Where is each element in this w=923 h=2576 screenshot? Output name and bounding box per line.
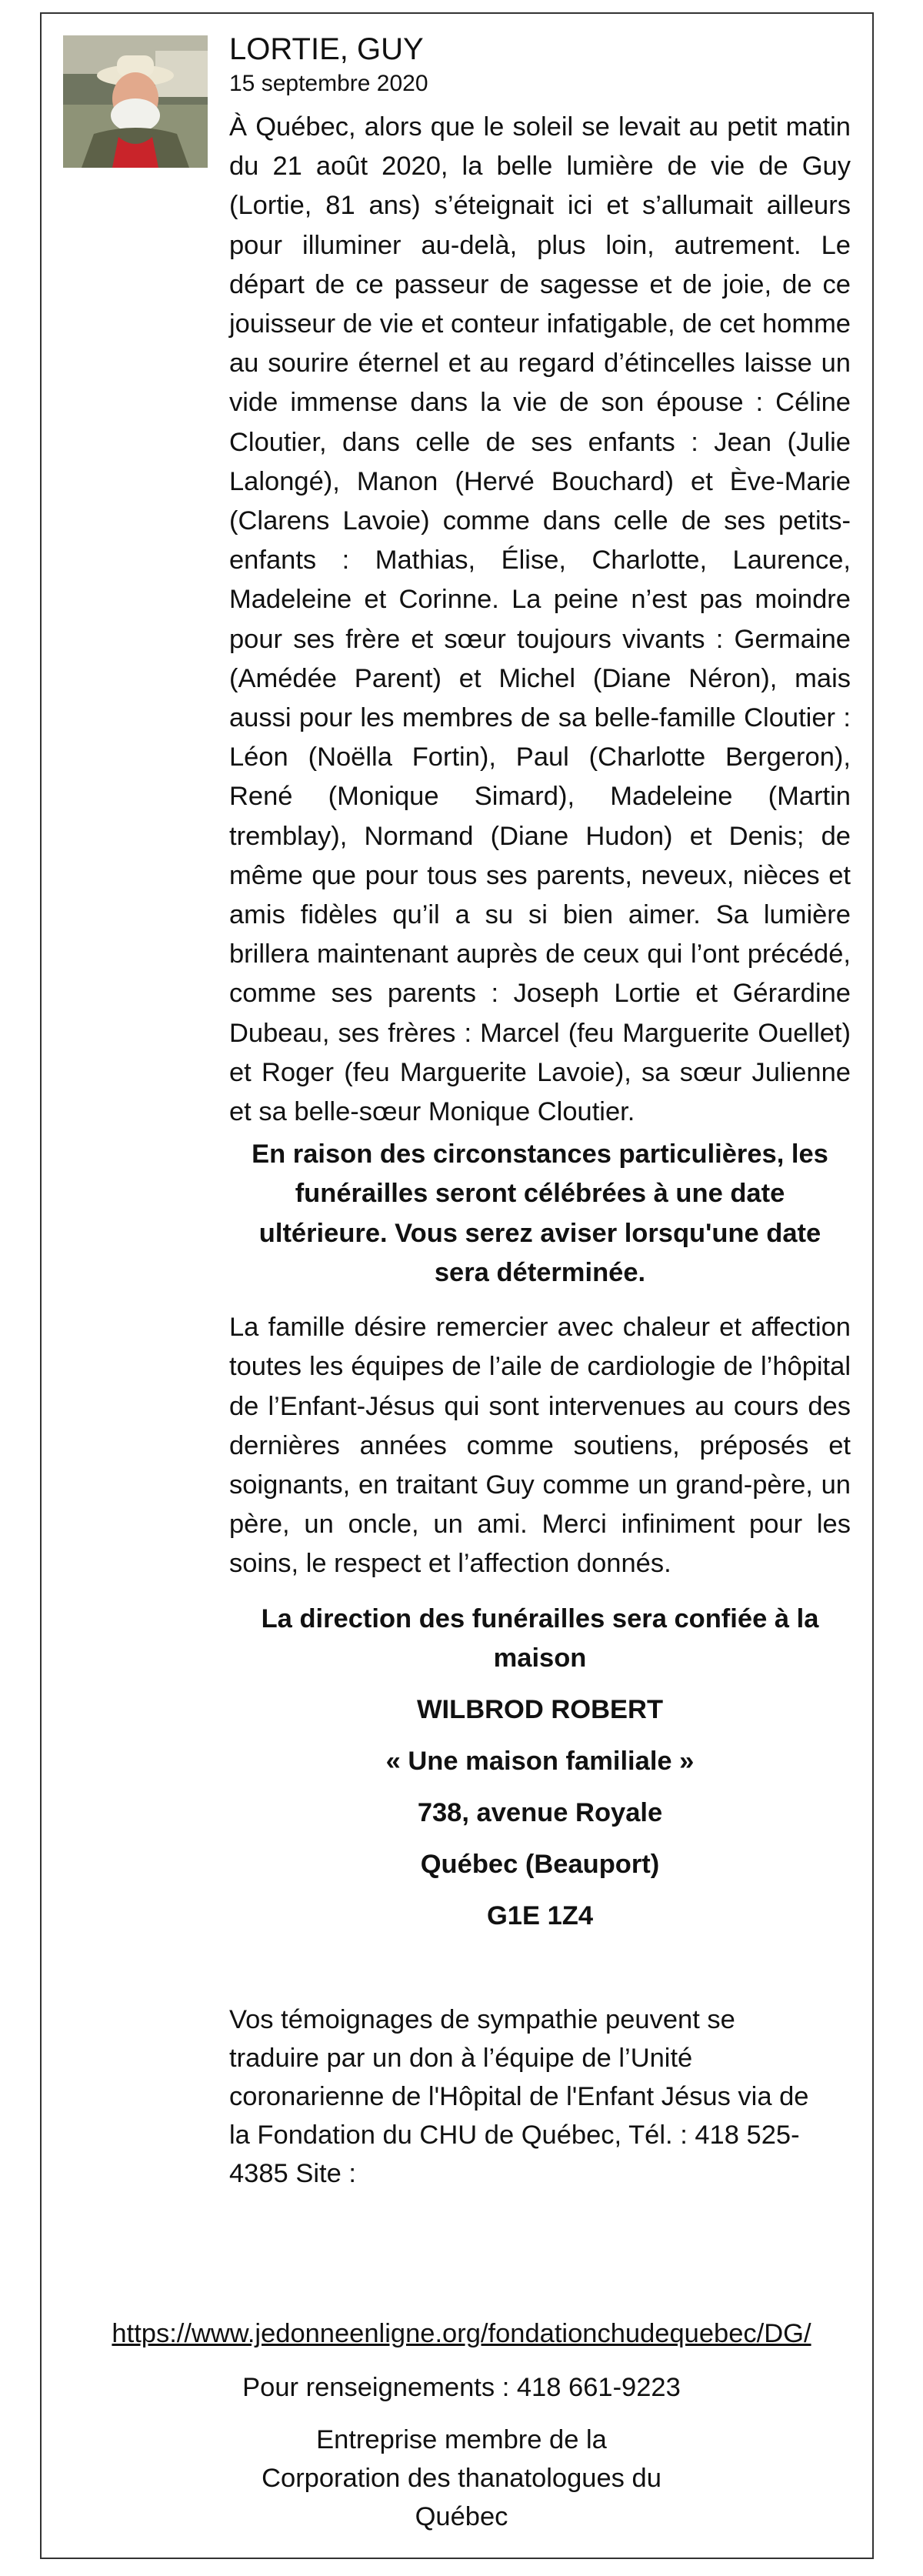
- publication-date: 15 septembre 2020: [229, 71, 428, 96]
- funeral-home-postal: G1E 1Z4: [486, 1900, 594, 1930]
- obituary-paragraph-main: À Québec, alors que le soleil se levait au petit matin du 21 août 2020, la belle lumière de vie de Guy (Lortie, 81 ans) s’éteignait ici et s’allumait ailleurs pour illuminer au-delà, plus loin, autrement. Le départ de ce passeur de sagesse et de joie, de ce jouisseur de vie et conteur infatigable, de cet homme au sourire éternel et au regard d’étincelles laisse un vide immense dans la vie de son épouse : Céline Cloutier, dans celle de ses enfants : Jean (Julie Lalongé), Manon (Hervé Bouchard) et Ève-Marie (Clarens Lavoie) comme dans celle de ses petits-enfants : Mathias, Élise, Charlotte, Laurence, Madeleine et Corinne. La peine n’est pas moindre pour ses frère et sœur toujours vivants : Germaine (Amédée Parent) et Michel (Diane Néron), mais aussi pour les membres de sa belle-famille Cloutier : Léon (Noëlla Fortin), Paul (Charlotte Bergeron), René (Monique Simard), Madeleine (Martin tremblay), Normand (Diane Hudon) et Denis; de même que pour tous ses parents, neveux, nièces et amis fidèles qu’il a su si bien aimer. Sa lumière brillera maintenant auprès de ceux qui l’ont précédé, comme ses parents : Joseph Lortie et Gérardine Dubeau, ses frères : Marcel (feu Marguerite Ouellet) et Roger (feu Marguerite Lavoie), sa sœur Julienne et sa belle-sœur Monique Cloutier.: [229, 112, 851, 1127]
- thanks-paragraph: La famille désire remercier avec chaleur et affection toutes les équipes de l’aile de cardiologie de l’hôpital de l’Enfant-Jésus qui sont intervenues au cours des dernières années comme soutiens, préposés et soignants, en traitant Guy comme un grand-père, un père, un oncle, un ami. Merci infiniment pour les soins, le respect et l’affection donnés.: [229, 1313, 851, 1579]
- donation-site-link[interactable]: https://www.jedonneenligne.org/fondationchudequebec/DG/: [112, 2319, 811, 2348]
- funeral-notice: En raison des circonstances particulières, les funérailles seront célébrées à une date ultérieure. Vous serez aviser lorsqu'une date sera déterminée.: [252, 1140, 828, 1287]
- sympathy-text: Vos témoignages de sympathie peuvent se traduire par un don à l’équipe de l’Unité coronarienne de l'Hôpital de l'Enfant Jésus via de la Fondation du CHU de Québec, Tél. : 418 525-4385 Site :: [229, 2004, 809, 2188]
- membership-text: Entreprise membre de la Corporation des thanatologues du Québec: [262, 2425, 661, 2531]
- spacer: [229, 1948, 851, 2000]
- funeral-home-name: WILBROD ROBERT: [416, 1694, 664, 1724]
- funeral-home-tagline: « Une maison familiale »: [385, 1746, 695, 1776]
- deceased-name: LORTIE, GUY: [229, 32, 424, 66]
- info-phone: Pour renseignements : 418 661-9223: [242, 2373, 681, 2402]
- portrait-photo: [63, 35, 208, 168]
- funeral-home-city: Québec (Beauport): [420, 1849, 660, 1879]
- funeral-home-street: 738, avenue Royale: [417, 1797, 663, 1827]
- obituary-content: [229, 31, 851, 2193]
- funeral-direction: La direction des funérailles sera confiée à la maison: [261, 1603, 819, 1673]
